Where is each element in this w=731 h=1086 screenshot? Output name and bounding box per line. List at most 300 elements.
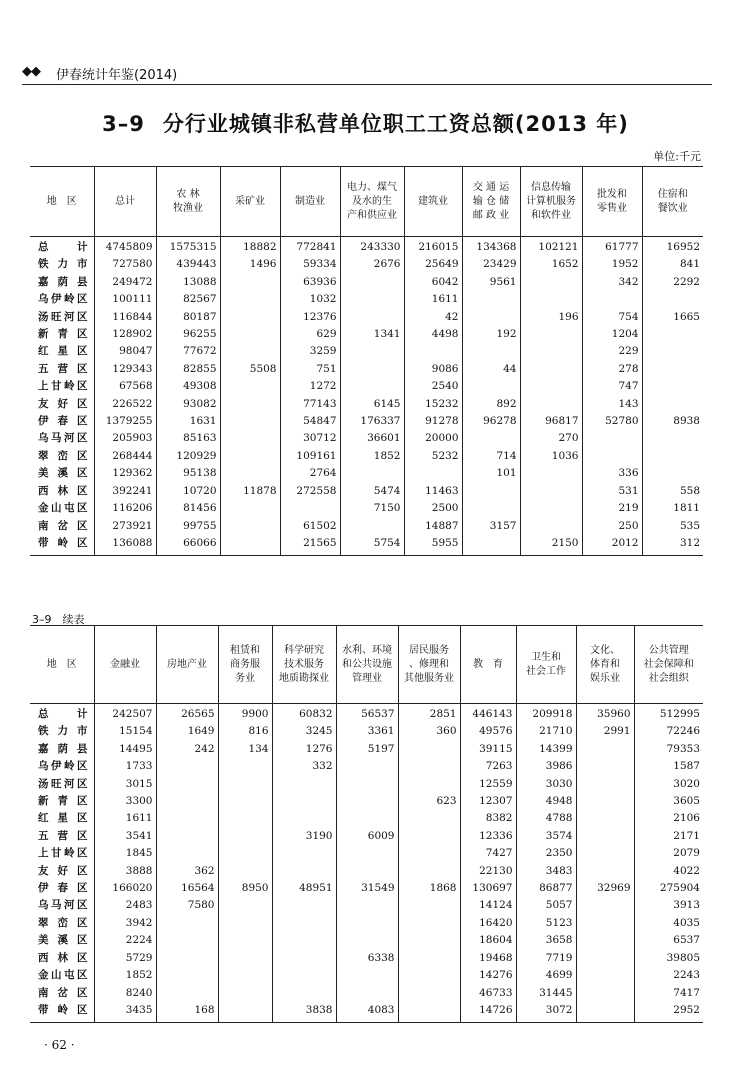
value-cell: 249472 (94, 274, 156, 291)
region-cell: 带岭区 (30, 1002, 94, 1023)
value-cell: 31549 (336, 880, 398, 897)
value-cell: 72246 (666, 725, 700, 738)
value-cell (218, 915, 272, 932)
value-cell (336, 967, 398, 984)
value-cell: 95138 (156, 465, 220, 482)
value-cell (520, 465, 582, 482)
region-cell: 西林区 (30, 483, 94, 500)
value-cell (398, 741, 460, 758)
value-cell: 96817 (520, 413, 582, 430)
region-cell: 总 计 (30, 704, 94, 724)
value-cell (576, 845, 634, 862)
value-cell: 216015 (404, 237, 462, 257)
value-cell (272, 810, 336, 827)
value-cell: 192 (462, 326, 520, 343)
value-cell (156, 967, 218, 984)
value-cell (156, 950, 218, 967)
value-cell (576, 776, 634, 793)
value-cell (576, 741, 634, 758)
value-cell: 21565 (280, 535, 340, 556)
value-cell (156, 810, 218, 827)
wage-table-part1 (30, 166, 703, 556)
value-cell (462, 500, 520, 517)
table2-header-cell: 卫生和 社会工作 (516, 626, 576, 704)
region-cell: 新青区 (30, 326, 94, 343)
value-cell (220, 291, 280, 308)
value-cell: 39805 (666, 951, 700, 964)
table2-header-cell: 教 育 (460, 626, 516, 704)
value-cell (398, 932, 460, 949)
value-cell: 12376 (280, 309, 340, 326)
value-cell: 129362 (94, 465, 156, 482)
value-cell: 1649 (156, 723, 218, 740)
table-row (30, 793, 703, 810)
value-cell: 9086 (404, 361, 462, 378)
value-cell: 446143 (460, 704, 516, 724)
value-cell: 2500 (404, 500, 462, 517)
value-cell (576, 1002, 634, 1023)
value-cell (576, 950, 634, 967)
region-cell: 伊春区 (30, 880, 94, 897)
value-cell: 22130 (460, 863, 516, 880)
value-cell: 14276 (460, 967, 516, 984)
value-cell: 120929 (156, 448, 220, 465)
table-row (30, 256, 703, 273)
value-cell (272, 932, 336, 949)
table-row (30, 932, 703, 949)
value-cell (220, 309, 280, 326)
value-cell (340, 465, 404, 482)
value-cell: 1868 (398, 880, 460, 897)
table-row (30, 413, 703, 430)
value-cell (520, 518, 582, 535)
value-cell (220, 465, 280, 482)
region-cell: 铁力市 (30, 723, 94, 740)
table-row (30, 776, 703, 793)
value-cell (272, 863, 336, 880)
value-cell (398, 828, 460, 845)
value-cell: 275904 (659, 882, 700, 895)
region-cell: 友好区 (30, 396, 94, 413)
value-cell: 1204 (582, 326, 642, 343)
value-cell: 4745809 (94, 237, 156, 257)
value-cell: 134368 (462, 237, 520, 257)
table1-body (30, 237, 703, 556)
value-cell: 80187 (156, 309, 220, 326)
value-cell (156, 932, 218, 949)
value-cell: 19468 (460, 950, 516, 967)
value-cell: 5197 (336, 741, 398, 758)
value-cell (156, 845, 218, 862)
value-cell: 392241 (94, 483, 156, 500)
value-cell (398, 967, 460, 984)
value-cell: 360 (398, 723, 460, 740)
value-cell: 5754 (340, 535, 404, 556)
value-cell: 13088 (156, 274, 220, 291)
value-cell (218, 828, 272, 845)
value-cell: 229 (582, 343, 642, 360)
region-cell: 上甘岭区 (30, 845, 94, 862)
value-cell: 166020 (94, 880, 156, 897)
value-cell (336, 915, 398, 932)
value-cell: 1611 (94, 810, 156, 827)
value-cell: 7427 (460, 845, 516, 862)
value-cell (642, 291, 703, 308)
region-cell: 南岔区 (30, 518, 94, 535)
value-cell: 96255 (156, 326, 220, 343)
value-cell: 63936 (280, 274, 340, 291)
region-cell: 红星区 (30, 343, 94, 360)
value-cell: 2106 (673, 812, 700, 825)
value-cell: 9900 (218, 704, 272, 724)
value-cell: 8938 (673, 415, 700, 428)
value-cell: 6009 (336, 828, 398, 845)
table-row (30, 465, 703, 482)
value-cell: 60832 (272, 704, 336, 724)
region-cell: 金山屯区 (30, 967, 94, 984)
value-cell: 268444 (94, 448, 156, 465)
value-cell: 3245 (272, 723, 336, 740)
value-cell (582, 430, 642, 447)
value-cell: 2079 (673, 847, 700, 860)
table-row (30, 828, 703, 845)
value-cell (220, 500, 280, 517)
table-row (30, 274, 703, 291)
value-cell: 20000 (404, 430, 462, 447)
unit-label: 单位:千元 (653, 150, 701, 163)
value-cell: 3190 (272, 828, 336, 845)
value-cell (218, 758, 272, 775)
value-cell (582, 448, 642, 465)
value-cell (218, 810, 272, 827)
value-cell (398, 845, 460, 862)
diamond-icon: ◆◆ (22, 64, 40, 79)
value-cell (576, 915, 634, 932)
value-cell: 39115 (460, 741, 516, 758)
value-cell: 196 (520, 309, 582, 326)
value-cell (272, 793, 336, 810)
value-cell: 3942 (94, 915, 156, 932)
value-cell (576, 932, 634, 949)
value-cell: 1631 (156, 413, 220, 430)
table-row (30, 880, 703, 897)
table1-header-cell: 总计 (94, 167, 156, 237)
value-cell: 273921 (94, 518, 156, 535)
value-cell: 1611 (404, 291, 462, 308)
value-cell: 109161 (280, 448, 340, 465)
value-cell: 2952 (673, 1003, 700, 1016)
value-cell (398, 1002, 460, 1023)
value-cell: 5123 (516, 915, 576, 932)
value-cell (520, 361, 582, 378)
region-cell: 汤旺河区 (30, 776, 94, 793)
value-cell: 3605 (673, 795, 700, 808)
value-cell (220, 430, 280, 447)
table-row (30, 361, 703, 378)
region-cell: 嘉荫县 (30, 741, 94, 758)
value-cell: 54847 (280, 413, 340, 430)
table-row (30, 291, 703, 308)
value-cell: 79353 (666, 742, 700, 755)
value-cell: 30712 (280, 430, 340, 447)
value-cell: 59334 (280, 256, 340, 273)
table1-header-cell: 地 区 (30, 167, 94, 237)
region-cell: 铁力市 (30, 256, 94, 273)
value-cell (642, 343, 703, 360)
value-cell: 4022 (673, 864, 700, 877)
value-cell: 3020 (673, 777, 700, 790)
value-cell: 31445 (516, 985, 576, 1002)
value-cell: 4083 (336, 1002, 398, 1023)
value-cell: 1845 (94, 845, 156, 862)
table2-header-cell: 居民服务 、修理和 其他服务业 (398, 626, 460, 704)
value-cell: 3015 (94, 776, 156, 793)
value-cell (220, 448, 280, 465)
value-cell: 2243 (673, 969, 700, 982)
value-cell: 841 (679, 258, 700, 271)
value-cell: 342 (582, 274, 642, 291)
value-cell: 12307 (460, 793, 516, 810)
value-cell: 101 (462, 465, 520, 482)
value-cell: 1032 (280, 291, 340, 308)
table2-header-cell: 水利、环境 和公共设施 管理业 (336, 626, 398, 704)
value-cell: 168 (156, 1002, 218, 1023)
value-cell (398, 950, 460, 967)
value-cell: 332 (272, 758, 336, 775)
value-cell: 2292 (673, 275, 700, 288)
value-cell: 6537 (673, 934, 700, 947)
value-cell: 77143 (280, 396, 340, 413)
value-cell: 35960 (576, 704, 634, 724)
value-cell (398, 863, 460, 880)
value-cell: 558 (679, 484, 700, 497)
value-cell (272, 776, 336, 793)
value-cell: 12559 (460, 776, 516, 793)
value-cell: 3030 (516, 776, 576, 793)
value-cell: 49308 (156, 378, 220, 395)
table1-header-cell: 住宿和 餐饮业 (657, 188, 688, 214)
value-cell (156, 776, 218, 793)
value-cell: 2224 (94, 932, 156, 949)
value-cell (462, 535, 520, 556)
value-cell: 2012 (582, 535, 642, 556)
region-cell: 乌马河区 (30, 897, 94, 914)
value-cell (272, 985, 336, 1002)
value-cell (220, 378, 280, 395)
value-cell (462, 343, 520, 360)
table2-header-cell: 租赁和 商务服 务业 (218, 626, 272, 704)
value-cell: 243330 (340, 237, 404, 257)
value-cell: 9561 (462, 274, 520, 291)
value-cell (220, 396, 280, 413)
value-cell (220, 274, 280, 291)
value-cell: 362 (156, 863, 218, 880)
value-cell: 4035 (673, 916, 700, 929)
value-cell: 205903 (94, 430, 156, 447)
table-row (30, 309, 703, 326)
region-cell: 红星区 (30, 810, 94, 827)
value-cell: 3986 (516, 758, 576, 775)
value-cell: 85163 (156, 430, 220, 447)
table1-header-cell: 采矿业 (220, 167, 280, 237)
table-row (30, 967, 703, 984)
value-cell: 3838 (272, 1002, 336, 1023)
value-cell: 36601 (340, 430, 404, 447)
value-cell: 16420 (460, 915, 516, 932)
value-cell: 7263 (460, 758, 516, 775)
value-cell: 727580 (94, 256, 156, 273)
value-cell: 23429 (462, 256, 520, 273)
value-cell: 46733 (460, 985, 516, 1002)
value-cell: 7580 (156, 897, 218, 914)
value-cell (218, 863, 272, 880)
value-cell: 3259 (280, 343, 340, 360)
value-cell: 1276 (272, 741, 336, 758)
table1-header-cell: 制造业 (280, 167, 340, 237)
value-cell (220, 413, 280, 430)
value-cell: 44 (462, 361, 520, 378)
region-cell: 美溪区 (30, 465, 94, 482)
region-cell: 西林区 (30, 950, 94, 967)
value-cell: 42 (404, 309, 462, 326)
table1-header-cell: 批发和 零售业 (582, 167, 642, 237)
value-cell (218, 845, 272, 862)
value-cell: 3541 (94, 828, 156, 845)
value-cell (398, 985, 460, 1002)
value-cell (218, 950, 272, 967)
value-cell: 1852 (94, 967, 156, 984)
value-cell: 5729 (94, 950, 156, 967)
value-cell (642, 396, 703, 413)
value-cell: 49576 (460, 723, 516, 740)
region-cell: 乌伊岭区 (30, 758, 94, 775)
value-cell (520, 483, 582, 500)
value-cell: 26565 (156, 704, 218, 724)
value-cell: 278 (582, 361, 642, 378)
value-cell: 136088 (94, 535, 156, 556)
value-cell: 5508 (220, 361, 280, 378)
value-cell (642, 465, 703, 482)
value-cell: 1036 (520, 448, 582, 465)
region-cell: 乌马河区 (30, 430, 94, 447)
value-cell (462, 483, 520, 500)
value-cell (156, 828, 218, 845)
table1-header-cell: 建筑业 (404, 167, 462, 237)
table2-body (30, 704, 703, 1023)
table-number: 3–9 (102, 112, 145, 136)
table2-header (30, 626, 703, 704)
value-cell: 747 (582, 378, 642, 395)
value-cell (462, 291, 520, 308)
table-row (30, 430, 703, 447)
value-cell: 209918 (516, 704, 576, 724)
value-cell: 61777 (582, 237, 642, 257)
table-row (30, 518, 703, 535)
value-cell (156, 985, 218, 1002)
value-cell: 14495 (94, 741, 156, 758)
value-cell: 3072 (516, 1002, 576, 1023)
value-cell (218, 985, 272, 1002)
value-cell: 116844 (94, 309, 156, 326)
value-cell (340, 291, 404, 308)
value-cell: 8382 (460, 810, 516, 827)
book-title: 伊春统计年鉴(2014) (56, 68, 178, 83)
value-cell (576, 758, 634, 775)
table-row (30, 326, 703, 343)
value-cell: 7417 (673, 986, 700, 999)
value-cell: 272558 (280, 483, 340, 500)
value-cell (340, 518, 404, 535)
table2-header-cell: 房地产业 (156, 626, 218, 704)
value-cell: 5474 (340, 483, 404, 500)
table1-header-cell: 交 通 运 输 仓 储 邮 政 业 (462, 167, 520, 237)
value-cell: 6042 (404, 274, 462, 291)
value-cell: 143 (582, 396, 642, 413)
value-cell: 14726 (460, 1002, 516, 1023)
value-cell: 531 (582, 483, 642, 500)
value-cell: 52780 (582, 413, 642, 430)
value-cell: 5955 (404, 535, 462, 556)
table2-header-cell: 科学研究 技术服务 地质勘探业 (272, 626, 336, 704)
value-cell (404, 343, 462, 360)
value-cell (520, 291, 582, 308)
table-row (30, 950, 703, 967)
value-cell (520, 378, 582, 395)
value-cell: 714 (462, 448, 520, 465)
region-cell: 翠峦区 (30, 448, 94, 465)
value-cell (336, 845, 398, 862)
value-cell (336, 793, 398, 810)
value-cell: 86877 (516, 880, 576, 897)
value-cell: 7150 (340, 500, 404, 517)
value-cell (642, 326, 703, 343)
value-cell: 816 (218, 723, 272, 740)
value-cell: 18604 (460, 932, 516, 949)
table-title (0, 108, 731, 138)
value-cell (340, 378, 404, 395)
value-cell: 1272 (280, 378, 340, 395)
value-cell (272, 967, 336, 984)
value-cell (336, 985, 398, 1002)
value-cell (398, 897, 460, 914)
table-row (30, 723, 703, 740)
value-cell: 129343 (94, 361, 156, 378)
value-cell: 82855 (156, 361, 220, 378)
value-cell: 61502 (280, 518, 340, 535)
value-cell: 5057 (516, 897, 576, 914)
value-cell (462, 378, 520, 395)
value-cell: 93082 (156, 396, 220, 413)
value-cell: 3574 (516, 828, 576, 845)
value-cell: 82567 (156, 291, 220, 308)
value-cell: 21710 (516, 723, 576, 740)
value-cell: 1665 (673, 310, 700, 323)
value-cell (642, 430, 703, 447)
value-cell: 535 (679, 519, 700, 532)
value-cell: 77672 (156, 343, 220, 360)
value-cell: 2540 (404, 378, 462, 395)
region-cell: 总 计 (30, 237, 94, 257)
value-cell: 242 (156, 741, 218, 758)
value-cell: 512995 (659, 708, 700, 720)
value-cell (218, 897, 272, 914)
value-cell: 128902 (94, 326, 156, 343)
table1-header-cell: 电力、煤气 及水的生 产和供应业 (340, 167, 404, 237)
region-cell: 五营区 (30, 828, 94, 845)
value-cell: 250 (582, 518, 642, 535)
table-row (30, 897, 703, 914)
value-cell: 11878 (220, 483, 280, 500)
